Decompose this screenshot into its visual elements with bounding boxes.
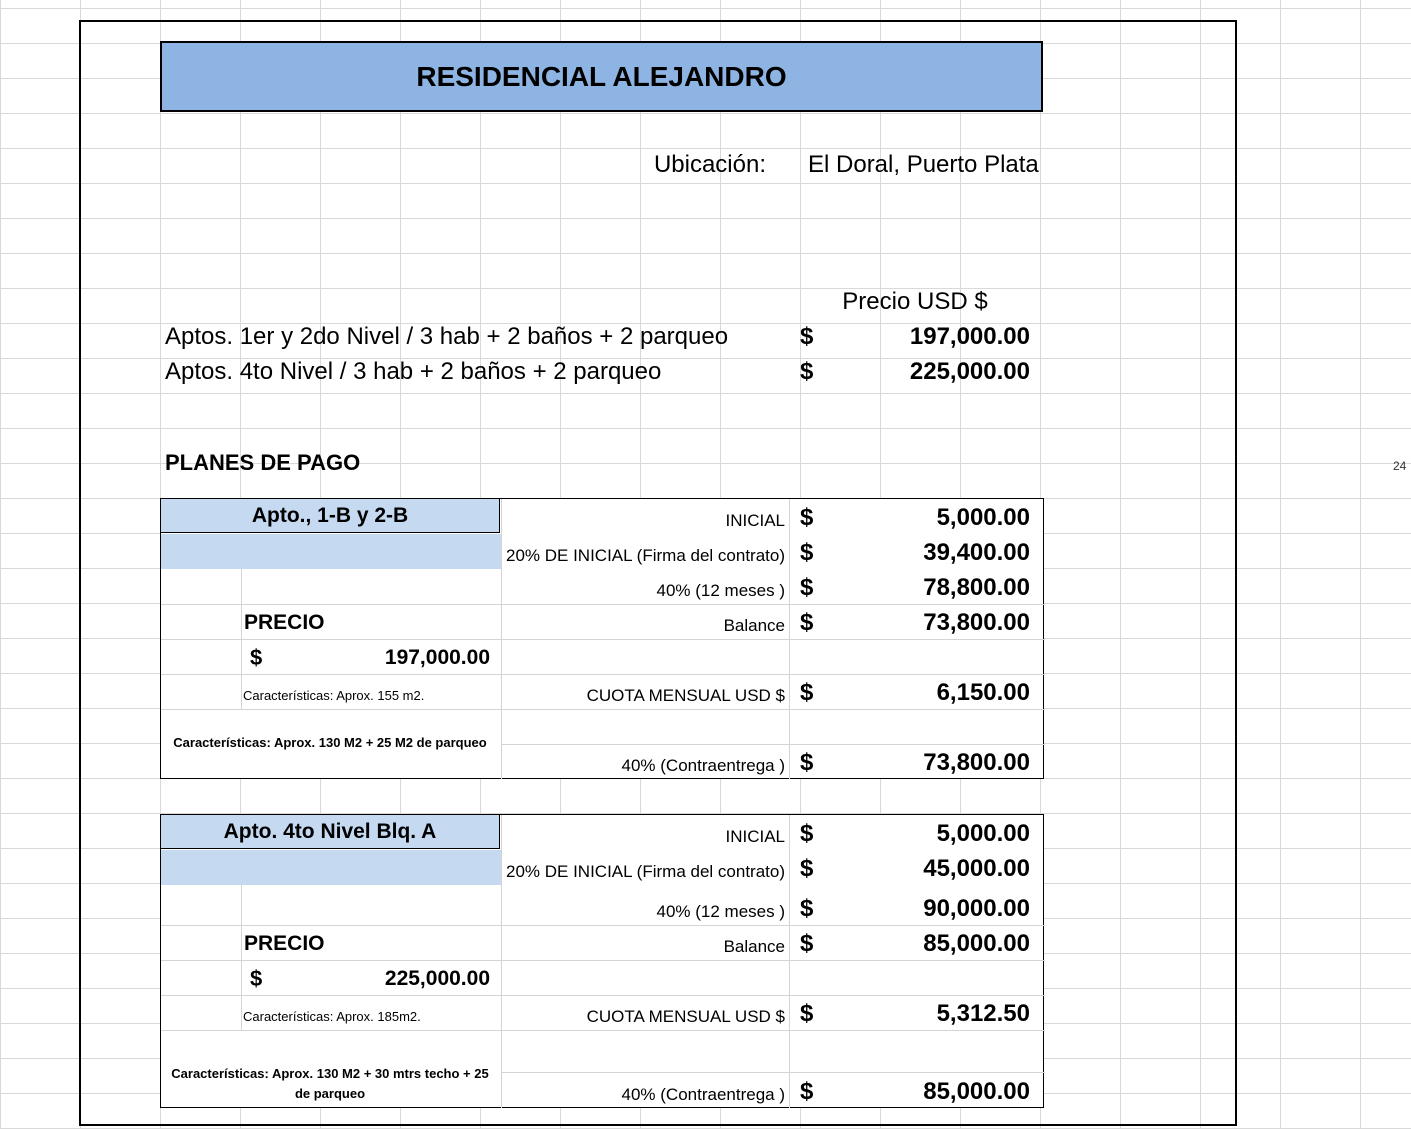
plan-row-label[interactable]: Balance: [723, 615, 785, 635]
plan-row-label[interactable]: 20% DE INICIAL (Firma del contrato): [505, 545, 785, 565]
price-header[interactable]: Precio USD $: [842, 288, 988, 315]
features-bold[interactable]: Características: Aprox. 130 M2 + 25 M2 de parqueo: [173, 735, 487, 750]
currency-symbol: $: [800, 894, 814, 922]
plan-row-label[interactable]: Balance: [723, 936, 785, 956]
currency-symbol: $: [800, 358, 814, 385]
currency-symbol: $: [800, 748, 814, 776]
plan-row-label[interactable]: CUOTA MENSUAL USD $: [586, 1006, 785, 1026]
plan-row-amount[interactable]: 85,000.00: [923, 929, 1030, 957]
plan-row-amount[interactable]: 73,800.00: [923, 748, 1030, 776]
features-small[interactable]: Características: Aprox. 155 m2.: [243, 688, 425, 703]
plan-row-label[interactable]: 20% DE INICIAL (Firma del contrato): [505, 861, 785, 881]
currency-symbol: $: [800, 608, 814, 636]
plan-price-value[interactable]: 197,000.00: [384, 645, 490, 669]
plan-price-value[interactable]: 225,000.00: [384, 966, 490, 990]
plan-row-label[interactable]: 40% (Contraentrega ): [621, 1084, 785, 1104]
plan-row-amount[interactable]: 73,800.00: [923, 608, 1030, 636]
plan-title[interactable]: Apto. 4to Nivel Blq. A: [160, 814, 500, 849]
currency-symbol: $: [250, 965, 263, 991]
plan-title[interactable]: Apto., 1-B y 2-B: [160, 498, 500, 533]
currency-symbol: $: [800, 503, 814, 531]
currency-symbol: $: [800, 929, 814, 957]
header-fill: [161, 850, 501, 885]
plan-row-label[interactable]: CUOTA MENSUAL USD $: [586, 685, 785, 705]
currency-symbol: $: [800, 819, 814, 847]
plan-row-amount[interactable]: 45,000.00: [923, 854, 1030, 882]
currency-symbol: $: [800, 999, 814, 1027]
page-title[interactable]: RESIDENCIAL ALEJANDRO: [160, 41, 1043, 112]
header-fill: [161, 534, 501, 569]
currency-symbol: $: [800, 323, 814, 350]
plan-row-amount[interactable]: 78,800.00: [923, 573, 1030, 601]
plan-row-label[interactable]: 40% (12 meses ): [656, 901, 785, 921]
plan-row-amount[interactable]: 90,000.00: [923, 894, 1030, 922]
location-label[interactable]: Ubicación:: [653, 151, 766, 178]
currency-symbol: $: [800, 854, 814, 882]
plan-row-label[interactable]: INICIAL: [725, 826, 785, 846]
features-bold[interactable]: Características: Aprox. 130 M2 + 30 mtrs techo + 25 de parqueo: [171, 1066, 489, 1101]
plan-row-amount[interactable]: 85,000.00: [923, 1077, 1030, 1105]
price-label[interactable]: PRECIO: [244, 931, 325, 955]
plan-row-label[interactable]: 40% (Contraentrega ): [621, 755, 785, 775]
unit-price[interactable]: 225,000.00: [909, 358, 1030, 385]
unit-label[interactable]: Aptos. 1er y 2do Nivel / 3 hab + 2 baños + 2 parqueo: [165, 323, 729, 350]
edge-cell-value[interactable]: 24: [1393, 459, 1407, 473]
plan-row-amount[interactable]: 5,000.00: [936, 503, 1030, 531]
plan-row-amount[interactable]: 5,000.00: [936, 819, 1030, 847]
unit-price[interactable]: 197,000.00: [909, 323, 1030, 350]
currency-symbol: $: [800, 573, 814, 601]
plan-row-label[interactable]: 40% (12 meses ): [656, 580, 785, 600]
currency-symbol: $: [800, 538, 814, 566]
currency-symbol: $: [800, 1077, 814, 1105]
plan-row-amount[interactable]: 5,312.50: [936, 999, 1030, 1027]
features-small[interactable]: Características: Aprox. 185m2.: [243, 1009, 421, 1024]
payment-plans-title[interactable]: PLANES DE PAGO: [165, 450, 361, 475]
plan-row-label[interactable]: INICIAL: [725, 510, 785, 530]
plan-row-amount[interactable]: 39,400.00: [923, 538, 1030, 566]
price-label[interactable]: PRECIO: [244, 610, 325, 634]
unit-label[interactable]: Aptos. 4to Nivel / 3 hab + 2 baños + 2 parqueo: [165, 358, 662, 385]
location-value[interactable]: El Doral, Puerto Plata: [808, 151, 1039, 178]
currency-symbol: $: [250, 644, 263, 670]
plan-row-amount[interactable]: 6,150.00: [936, 678, 1030, 706]
currency-symbol: $: [800, 678, 814, 706]
